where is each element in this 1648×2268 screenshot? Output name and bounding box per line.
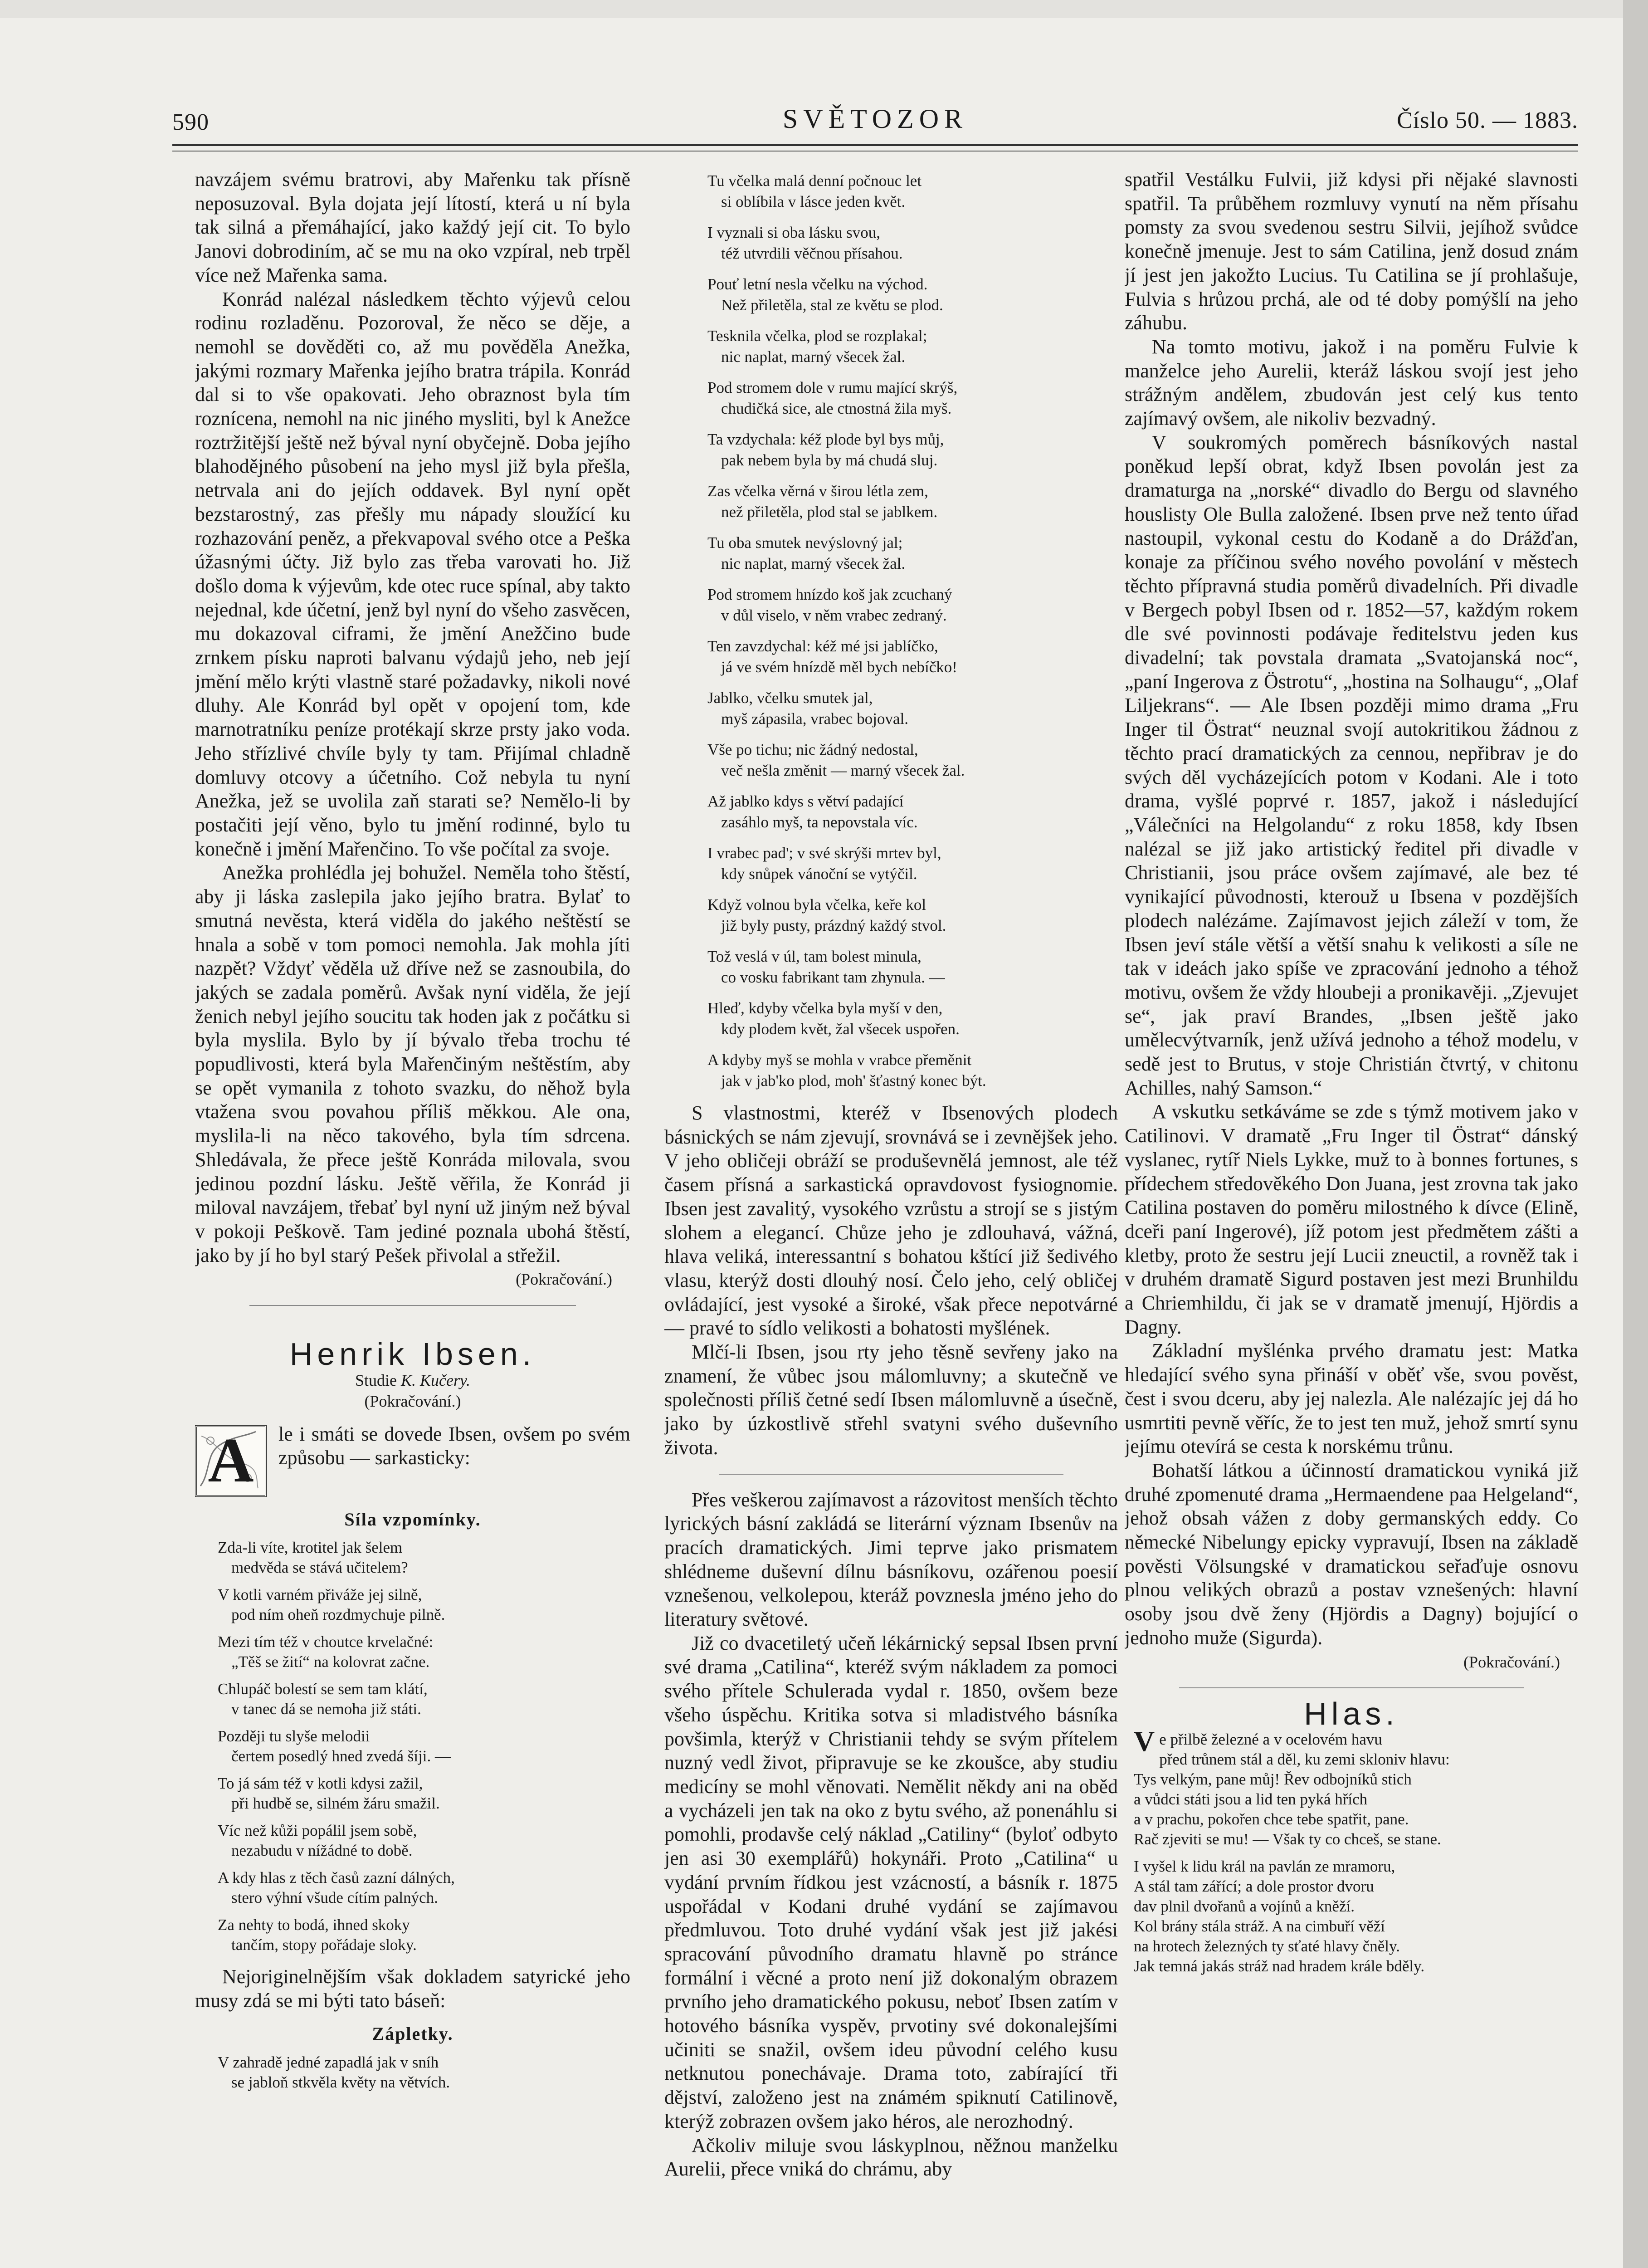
poem-line: I vyznali si oba lásku svou, — [707, 224, 881, 241]
paragraph: Konrád nalézal následkem těchto výjevů celou rodinu rozladěnu. Pozoroval, že něco se děje, a nemohl se dověděti co, až mu pověděla Anežka, jakými rozmary Mařenka jejího bratra trápila. Konrád dal si to vše opakovati. Jeho obraznost byla tím roznícena, nemohl na nic jiného mysliti, byl k Anežce roztržitější ještě než býval nyní obyčejně. Doba jejího blahodějného působení na jeho mysl již byla přešla, netrvala ani do jejích oddavek. Byl nyní opět bezstarostný, zas přešly mu nápady sloužící ku rozhazování peněz, a překvapoval svého otce a Peška úžasnými účty. Již bylo zas třeba varovati ho. Již došlo doma k výjevům, kde otec ruce spínal, aby takto nejednal, kde účetní, jenž byl nyní do všeho zasvěcen, mu dokazoval ciframi, že jmění Anežčino bude zrnkem písku naproti balvanu výdajů jeho, neb její jmění mělo krýti vlastně staré požadavky, nikoli nové dluhy. Ale Konrád byl opět v opojení tom, kde marnotratníku peníze protékají skrze prsty jako voda. Jeho střízlivé chvíle byly ty tam. Přijímal chladně domluvy otcovy a účetního. Což nebyla tu nyní Anežka, jež se uvolila zaň starati se? Nemělo-li by postačiti její věno, bylo tu jmění rodinné, bylo tu konečně i jmění Mařenčino. To vše počítal za svoje. — [195, 288, 630, 860]
article-byline — [195, 1370, 630, 1391]
poem-line: Mezi tím též v choutce krvelačné: — [218, 1633, 434, 1651]
poem-stanza — [707, 1050, 1118, 1091]
poem-stanza — [1134, 1725, 1578, 1849]
poem — [1125, 1725, 1578, 1976]
poem-line: A stál tam zářící; a dole prostor dvoru — [1134, 1877, 1374, 1895]
initial-letter: A — [208, 1425, 254, 1496]
intro-paragraph — [195, 1422, 630, 1496]
poem — [664, 171, 1118, 1091]
poem-line: stero výhní všude cítím palných. — [231, 1889, 438, 1907]
section-separator — [249, 1305, 576, 1306]
poem-line: pod ním oheň rozdmychuje pilně. — [231, 1606, 445, 1624]
poem-stanza — [1134, 1857, 1578, 1976]
poem-line: Později tu slyše melodii — [218, 1727, 370, 1745]
paragraph: Nejoriginelnějším však dokladem satyrické jeho musy zdá se mi býti tato báseň: — [195, 1965, 630, 2012]
byline-prefix: Studie — [355, 1371, 401, 1389]
poem-line: Pod stromem hnízdo koš jak zcuchaný — [707, 586, 952, 603]
paragraph: Bohatší látkou a účinností dramatickou vyniká již druhé zpomenuté drama „Hermaendene paa Helgeland“, jehož obsah vážen z doby germanských eddy. Co německé Nibelungy epicky vypravují, Ibsen na základě pověsti Völsungské v dramatickou seřaďuje osnovu plnou velikých obrazů a postav vznešených: hlavní osoby jsou dvě ženy (Hjördis a Dagny) bojující o jednoho muže (Sigurda). — [1125, 1459, 1578, 1649]
poem-line: Za nehty to bodá, ihned skoky — [218, 1916, 410, 1934]
paragraph: S vlastnostmi, kteréž v Ibsenových plodech básnických se nám zjevují, srovnává se i zevnějšek jeho. V jeho obličeji obráží se produševnělá jemnost, ale též časem přísná a sarkastická opravdovost fysiognomie. Ibsen jest zavalitý, vysokého vzrůstu a strojí se s jistým slohem a elegancí. Chůze jeho je zdlouhavá, vážná, hlava veliká, interessantní s bohatou kštící již šedivého vlasu, kterýž dosti dlouhý nosí. Čelo jeho, celý obličej ovládající, jest vysoké a široké, však přece nepotvárné — pravé to sídlo velikosti a bohatosti myšlének. — [664, 1102, 1118, 1339]
poem-line: zasáhlo myš, ta nepovstala víc. — [721, 813, 918, 831]
paragraph-separator — [719, 1474, 1063, 1475]
ornamental-initial — [195, 1425, 267, 1497]
paragraph: Ačkoliv miluje svou láskyplnou, něžnou manželku Aurelii, přece vniká do chrámu, aby — [664, 2134, 1118, 2180]
poem-stanza — [707, 377, 1118, 419]
poem-line: na hrotech železných ty sťaté hlavy čněly. — [1134, 1937, 1400, 1955]
continuation-note: (Pokračování.) — [1463, 1652, 1560, 1671]
poem-line: myš zápasila, vrabec bojoval. — [721, 710, 909, 728]
poem-heading: Hlas. — [1304, 1696, 1399, 1732]
drop-initial: V — [1134, 1725, 1155, 1757]
poem-line: Tu včelka malá denní počnouc let — [707, 172, 922, 190]
poem-line: V zahradě jedné zapadlá jak v sníh — [218, 2053, 439, 2071]
poem-line: si oblíbila v lásce jeden květ. — [721, 193, 906, 210]
poem-line: v tanec dá se nemoha již státi. — [231, 1700, 421, 1718]
poem-line: a vůdci státi jsou a lid ten pyká hřích — [1134, 1790, 1368, 1808]
poem-line: též utvrdili věčnou přísahou. — [721, 244, 903, 262]
poem-stanza — [218, 1915, 630, 1955]
poem-line: čertem posedlý hned zvedá šíji. — — [231, 1747, 451, 1765]
poem-stanza — [707, 636, 1118, 678]
poem-stanza — [707, 843, 1118, 885]
poem-line: Až jablko kdys s větví padající — [707, 792, 904, 810]
poem — [195, 1538, 630, 1955]
poem-line: Chlupáč bolestí se sem tam klátí, — [218, 1680, 428, 1698]
poem-line: Zda-li víte, krotitel jak šelem — [218, 1539, 403, 1557]
poem-line: medvěda se stává učitelem? — [231, 1559, 408, 1577]
poem — [195, 2053, 630, 2092]
paragraph: Na tomto motivu, jakož i na poměru Fulvie k manželce jeho Aurelii, kteráž láskou svojí jest jeho strážným andělem, zbudován jest celý kus tento zajímavý ovšem, ale nikoliv bezvadný. — [1125, 335, 1578, 430]
poem-line: tančím, stopy pořádaje sloky. — [231, 1936, 417, 1954]
paragraph: A vskutku setkáváme se zde s týmž motivem jako v Catilinovi. V dramatě „Fru Inger til Östrat“ dánský vyslanec, rytíř Niels Lykke, muž to à bonnes fortunes, s přídechem středověkého Don Juana, jest zrovna tak jako Catilina postaven do poměru milostného k dívce (Elině, dceři paní Ingerové), jíž potom jest předmětem zášti a kletby, proto že sestru její Lucii zneuctil, a rovněž tak i v druhém dramatě Sigurd postaven jest mezi Brunhildu a Chriemhildu, či jak se v dramatě jmenují, Hjördis a Dagny. — [1125, 1100, 1578, 1338]
poem-line: jak v jab'ko plod, moh' šťastný konec být. — [721, 1072, 986, 1090]
poem-line: nic naplat, marný všecek žal. — [721, 348, 906, 366]
poem-line: než přiletěla, plod stal se jablkem. — [721, 503, 938, 521]
header-rule-thin — [172, 151, 1578, 152]
poem-stanza — [707, 791, 1118, 833]
poem-line: dav plnil dvořanů a vojínů a kněží. — [1134, 1897, 1355, 1915]
column-left — [195, 168, 630, 2186]
page-number: 590 — [172, 109, 209, 135]
poem-line: Kol brány stála stráž. A na cimbuří věží — [1134, 1917, 1385, 1935]
intro-text: le i smáti se dovede Ibsen, ovšem po svém způsobu — sarkasticky: — [278, 1422, 630, 1469]
poem-line — [1134, 1725, 1578, 1757]
poem-line: kdy snůpek vánoční se vytýčil. — [721, 865, 917, 883]
poem-stanza — [707, 533, 1118, 574]
poem-line: Rač zjeviti se mu! — Však ty co chceš, se stane. — [1134, 1830, 1441, 1848]
poem-stanza — [707, 998, 1118, 1040]
poem-line-text: e přilbě železné a v ocelovém havu — [1159, 1730, 1382, 1748]
poem-line: nezabudu v nížádné to době. — [231, 1842, 413, 1860]
poem-line: Když volnou byla včelka, keře kol — [707, 896, 926, 914]
poem-line: Tys velkým, pane můj! Řev odbojníků stich — [1134, 1770, 1412, 1788]
poem-stanza — [707, 688, 1118, 729]
poem-line: A kdy hlas z těch časů zazní dálných, — [218, 1869, 455, 1887]
poem-line: nic naplat, marný všecek žal. — [721, 555, 906, 572]
poem-line: se jabloň stkvěla květy na větvích. — [231, 2073, 450, 2091]
poem-line: v důl viselo, v něm vrabec zedraný. — [721, 606, 947, 624]
poem-line: Tu oba smutek nevýslovný jal; — [707, 534, 903, 552]
page-top-margin — [0, 0, 1648, 18]
paragraph: Anežka prohlédla jej bohužel. Neměla toho štěstí, aby ji láska zaslepila jako jejího bratra. Bylať to smutná nevěsta, která viděla do jakého neštěstí se hnala a sobě v tom pomoci nemohla. Jak mohla jíti nazpět? Vždyť věděla už dříve než se zasnoubila, do jakých se zadala poměrů. Avšak nyní viděla, že její ženich nebyl jejího soucitu tak hoden jak z počátku si byla myslila. Bylo by jí bývalo třeba trochu té popudlivosti, která byla Mařenčiným neštěstím, aby se opět vymanila z tohoto svazku, do něhož byla vtažena svou povahou příliš měkkou. Ale ona, myslila-li na něco takového, byla tím sdrcena. Shledávala, že přece ještě Konráda milovala, svou jedinou pozdní lásku. Ještě věřila, že Konrád ji miloval navzájem, třebať byl nyní už jiným než býval v pokoji Peškově. Tam jediné poznala ubohá štěstí, jako by jí ho byl starý Pešek přivolal a střežil. — [195, 861, 630, 1266]
poem-stanza — [218, 1726, 630, 1766]
poem-stanza — [707, 274, 1118, 316]
column-right — [1125, 168, 1578, 2186]
column-middle — [664, 168, 1118, 2186]
poem-stanza — [218, 1679, 630, 1719]
running-header — [172, 103, 1578, 144]
poem-line: já ve svém hnízdě měl bych nebíčko! — [721, 658, 957, 676]
poem-stanza — [707, 481, 1118, 523]
poem-line: Pouť letní nesla včelku na východ. — [707, 275, 928, 293]
poem-stanza — [218, 1538, 630, 1578]
article-continued-note: (Pokračování.) — [364, 1392, 461, 1410]
poem-stanza — [218, 1585, 630, 1625]
poem-stanza — [707, 171, 1118, 212]
poem-line: Víc než kůži popálil jsem sobě, — [218, 1822, 417, 1840]
poem-stanza — [218, 1821, 630, 1861]
poem-line: již byly pusty, prázdný každý stvol. — [721, 917, 946, 934]
poem-stanza — [218, 1868, 630, 1908]
poem-line: Zas včelka věrná v širou létla zem, — [707, 482, 928, 500]
header-rule — [172, 144, 1578, 146]
paragraph: navzájem svému bratrovi, aby Mařenku tak přísně neposuzoval. Byla dojata její lítostí, která u ní byla tak silná a přemáhající, jako každý její cit. To bylo Janovi dobrodiním, ač se mu na oko vzpíral, neb trpěl více než Mařenka sama. — [195, 168, 630, 286]
poem-stanza — [218, 2053, 630, 2092]
poem-stanza — [707, 429, 1118, 471]
poem-line: při hudbě se, silném žáru smažil. — [231, 1794, 440, 1813]
poem-line: V kotli varném přiváže jej silně, — [218, 1586, 422, 1604]
poem-stanza — [707, 946, 1118, 988]
poem-line: A kdyby myš se mohla v vrabce přeměnit — [707, 1051, 972, 1069]
paragraph: spatřil Vestálku Fulvii, již kdysi při nějaké slavnosti spatřil. Ta průběhem rozmluvy vynutí na něm přísahu pomsty za svou svedenou sestru Silvii, jejíhož svůdce konečně jmenuje. Jest to sám Catilina, jenž dosud znám jí jest jen jakožto Lucius. Tu Catilina se jí prohlašuje, Fulvia s hrůzou prchá, ale od té doby pomýšlí na jeho záhubu. — [1125, 168, 1578, 334]
poem-line: Jablko, včelku smutek jal, — [707, 689, 873, 707]
poem-line: I vyšel k lidu král na pavlán ze mramoru, — [1134, 1857, 1395, 1875]
poem-line: Tesknila včelka, plod se rozplakal; — [707, 327, 927, 345]
poem-line: To já sám též v kotli kdysi zažil, — [218, 1774, 423, 1793]
poem-line: I vrabec pad'; v své skrýši mrtev byl, — [707, 844, 941, 862]
poem-stanza — [707, 326, 1118, 367]
poem-line: chudičká sice, ale ctnostná žila myš. — [721, 400, 952, 417]
poem-stanza — [707, 222, 1118, 264]
section-separator — [1179, 1687, 1524, 1688]
byline-author: K. Kučery. — [401, 1371, 470, 1389]
periodical-title: SVĚTOZOR — [782, 104, 968, 134]
paragraph: Již co dvacetiletý učeň lékárnický sepsal Ibsen první své drama „Catilina“, kteréž svým nákladem za pomoci svého přítele Schulerada vydal r. 1850, ovšem beze všeho úspěchu. Kritika sotva si mladistvého básníka povšimla, kterýž v Christianii tehdy se svým přítelem nuzný vedl život, připravuje se ke zkoušce, aby studiu medicíny se mohl věnovati. Nemělit někdy ani na oběd a vycházeli jen tak na oko z bytu svého, až ponenáhlu si pomohli, prodavše celý náklad „Catiliny“ (byloť odbyto jen asi 30 exemplářů) hokynáři. Proto „Catilina“ u vydání prvním řídkou jest vzácností, a básník r. 1875 uspořádal v Kodani druhé vydání se zajímavou předmluvou. Toto druhé vydání však jest již jakési spracování původního dramatu hlavně po stránce formální i věcné a proto není již dokonalým obrazem prvního jeho dramatického pokusu, neboť Ibsen zatím v hotového básníka vyspěv, prvotiny své dokonalejšími učiniti se snažil, ovšem ideu původní celého kusu netknutou ponechávaje. Drama toto, zabírající tři dějství, založeno jest na známém spiknutí Catilinově, kterýž zobrazen ovšem jako héros, ale nerozhodný. — [664, 1632, 1118, 2132]
poem-stanza — [218, 1774, 630, 1813]
page-binding-edge — [1623, 0, 1648, 2268]
poem-stanza — [218, 1632, 630, 1672]
poem-line: Pod stromem dole v rumu mající skrýš, — [707, 379, 958, 396]
poem-line: več nešla změnit — marný všecek žal. — [721, 762, 965, 779]
poem-line: Ten zavzdychal: kéž mé jsi jablíčko, — [707, 637, 938, 655]
poem-line: Ta vzdychala: kéž plode byl bys můj, — [707, 430, 944, 448]
poem-title: Síla vzpomínky. — [344, 1509, 481, 1530]
poem-line: před trůnem stál a děl, ku zemi skloniv hlavu: — [1159, 1750, 1450, 1768]
poem-line: Tož veslá v úl, tam bolest minula, — [707, 948, 922, 965]
paragraph: V soukromých poměrech básníkových nastal poněkud lepší obrat, když Ibsen povolán jest za dramaturga na „norské“ divadlo do Bergu od slavného houslisty Ole Bulla založené. Ibsen prve než tento úřad nastoupil, vykonal cestu do Kodaně a do Drážďan, konaje za příčinou svého nového povolání v městech těchto přípravná studia poměrů divadelních. Při divadle v Bergech pobyl Ibsen od r. 1852—57, každým rokem dle své povinnosti podávaje ředitelstvu jeden kus divadelní; tak povstala dramata „Svatojanská noc“, „paní Ingerova z Östrotu“, „hostina na Solhaugu“, „Olaf Liljekrans“. — Ale Ibsen později mimo drama „Fru Inger til Östrat“ neuznal svojí autokritikou žádnou z těchto prací dramatických za cennou, nepřibrav je do svých děl vycházejících potom v Kodani. Ale i toto drama, vyšlé poprvé r. 1857, jakož i následující „Válečníci na Helgolandu“ z roku 1858, kdy Ibsen nalézal se již jako artistický ředitel při divadle v Christianii, jsou práce ovšem zajímavé, ale bez té vynikající původnosti, kterouž u Ibsena v pozdějších plodech nalézáme. Zajímavost jejich záleží v tom, že Ibsen jeví stále větší a větší snahu k velikosti a síle ne tak v ideách jako spíše ve zpracování jednoho a téhož motivu, ovšem že vždy hloubeji a pronikavěji. „Zjevujet se“, jak praví Brandes, „Ibsen ještě jako umělecvýtvarník, jenž užívá jednoho a téhož modelu, v sedě jest to Brutus, v stoje Christián čtvrtý, v chitonu Achilles, nahý Samson.“ — [1125, 431, 1578, 1099]
poem-line: Hleď, kdyby včelka byla myší v den, — [707, 999, 943, 1017]
paragraph: Základní myšlénka prvého dramatu jest: Matka hledající svého syna přináší v oběť vše, svou pověst, čest i svou dceru, aby jej nalezla. Ale nalézajíc jej dá ho usmrtiti pevně věříc, že to jest ten muž, jehož smrtí synu jejímu otevírá se cesta k norskému trůnu. — [1125, 1339, 1578, 1458]
poem-stanza — [707, 739, 1118, 781]
continuation-note: (Pokračování.) — [516, 1270, 612, 1289]
poem-line: Než přiletěla, stal ze květu se plod. — [721, 296, 943, 314]
poem-stanza — [707, 584, 1118, 626]
paragraph: Přes veškerou zajímavost a rázovitost menších těchto lyrických básní zakládá se literární význam Ibsenův na pracích dramatických. Jimi teprve jako prismatem shlédneme duševní dílnu básníkovu, ozářenou poesií vznešenou, velkolepou, kteráž povznesla jméno jeho do literatury světové. — [664, 1488, 1118, 1631]
article-title: Henrik Ibsen. — [289, 1336, 536, 1372]
poem-stanza — [707, 894, 1118, 936]
poem-line: Jak temná jakás stráž nad hradem krále bděly. — [1134, 1957, 1425, 1975]
poem-line: co vosku fabrikant tam zhynula. — — [721, 968, 945, 986]
poem-line: „Těš se žití“ na kolovrat začne. — [231, 1653, 430, 1671]
poem-line: pak nebem byla by má chudá sluj. — [721, 451, 938, 469]
paragraph: Mlčí-li Ibsen, jsou rty jeho těsně sevřeny jako na znamení, že vůbec jsou málomluvny; a skutečně ve společnosti příliš četné sedí Ibsen málomluvně a úsečně, jako by úzkostlivě střehl svatyni svého duševního života. — [664, 1341, 1118, 1459]
poem-line: kdy plodem květ, žal všecek uspořen. — [721, 1020, 960, 1038]
poem-title: Zápletky. — [372, 2023, 453, 2044]
issue-number: Číslo 50. — 1883. — [1397, 108, 1578, 133]
poem-line: a v prachu, pokořen chce tebe spatřit, pane. — [1134, 1810, 1409, 1828]
poem-line: Vše po tichu; nic žádný nedostal, — [707, 741, 918, 758]
